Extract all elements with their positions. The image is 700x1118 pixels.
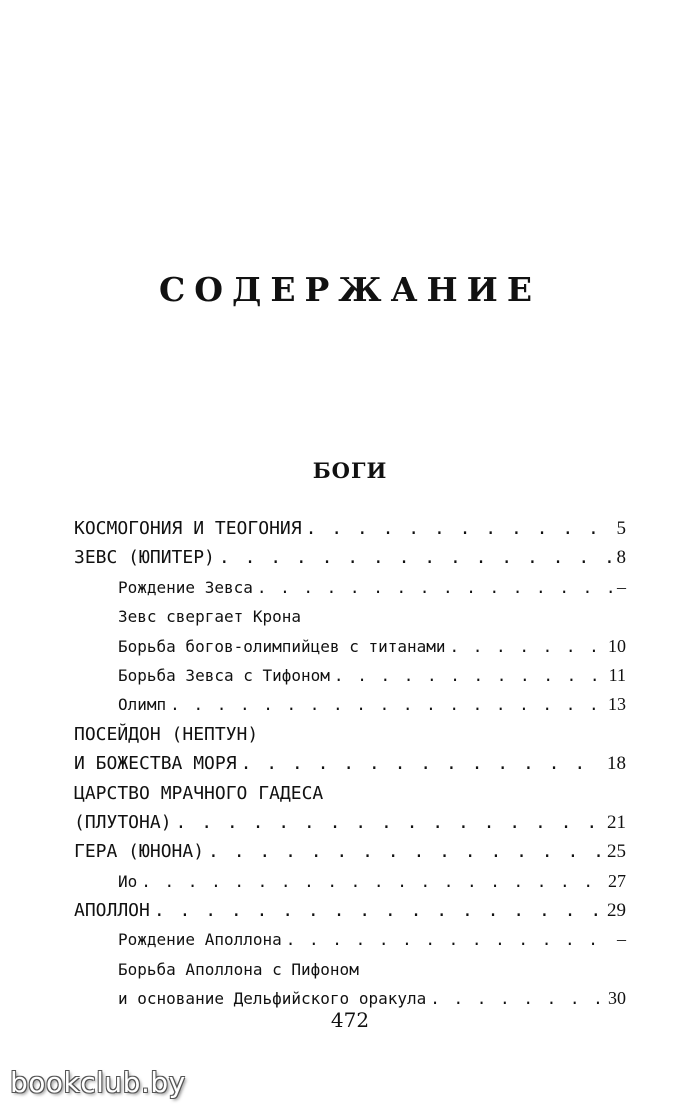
toc-entry-title: Рождение Аполлона (118, 930, 282, 950)
toc-entry-title: Зевс свергает Крона (118, 607, 302, 627)
toc-leader-dots (141, 867, 604, 896)
toc-entry-title: и основание Дельфийского оракула (118, 989, 427, 1009)
toc-subentry (74, 661, 626, 690)
toc-entry-title: ЗЕВС (ЮПИТЕР) (74, 547, 215, 569)
table-of-contents (74, 514, 626, 1014)
toc-entry-title: Ио (118, 871, 138, 891)
page-title: СОДЕРЖАНИЕ (158, 270, 541, 309)
toc-page-number: 30 (608, 988, 626, 1009)
toc-leader-dots (450, 632, 604, 661)
toc-subentry (74, 867, 626, 896)
toc-entry-title: Олимп (118, 695, 167, 715)
toc-entry-title: И БОЖЕСТВА МОРЯ (74, 753, 237, 775)
toc-entry-title: КОСМОГОНИЯ И ТЕОГОНИЯ (74, 518, 302, 539)
toc-entry-title: Рождение Зевса (118, 577, 253, 597)
toc-entry-title: АПОЛЛОН (74, 900, 150, 922)
toc-page-number: 18 (607, 753, 626, 775)
toc-subentry (74, 602, 626, 631)
toc-leader-dots (154, 896, 603, 925)
toc-page-number: 21 (607, 811, 626, 833)
toc-leader-dots (170, 690, 604, 719)
toc-subentry (74, 690, 626, 719)
toc-leader-dots (219, 543, 613, 572)
toc-page-number: 27 (608, 870, 626, 891)
toc-page-number: 10 (608, 635, 626, 656)
toc-entry (74, 896, 626, 925)
toc-page-number: 25 (607, 841, 626, 863)
toc-leader-dots (257, 573, 613, 602)
toc-leader-dots (306, 514, 613, 543)
toc-page-number: – (617, 576, 626, 597)
toc-leader-dots (176, 808, 603, 837)
toc-entry (74, 837, 626, 866)
toc-entry-title: ПОСЕЙДОН (НЕПТУН) (74, 723, 259, 745)
toc-entry (74, 749, 626, 778)
page-number: 472 (330, 1008, 370, 1032)
toc-page-number: 8 (616, 547, 626, 569)
toc-subentry (74, 925, 626, 954)
toc-entry-title: Борьба Зевса с Тифоном (118, 665, 330, 685)
section-heading: БОГИ (312, 458, 388, 483)
toc-entry-title: ГЕРА (ЮНОНА) (74, 841, 205, 863)
toc-entry (74, 720, 626, 749)
toc-page-number: – (617, 929, 626, 950)
toc-subentry (74, 573, 626, 602)
watermark-logo: bookclub.by (10, 1066, 186, 1099)
toc-page-number: 13 (608, 694, 626, 715)
toc-entry (74, 514, 626, 543)
toc-subentry (74, 632, 626, 661)
toc-entry-title: Борьба богов-олимпийцев с титанами (118, 636, 446, 656)
toc-leader-dots (241, 749, 603, 778)
toc-entry (74, 543, 626, 572)
toc-leader-dots (208, 837, 603, 866)
toc-page-number: 29 (607, 900, 626, 922)
toc-entry-title: (ПЛУТОНА) (74, 811, 172, 833)
toc-entry-title: ЦАРСТВО МРАЧНОГО ГАДЕСА (74, 782, 324, 804)
toc-leader-dots (334, 661, 605, 690)
toc-subentry (74, 955, 626, 984)
toc-entry (74, 779, 626, 808)
toc-page-number: 11 (608, 664, 626, 685)
toc-entry-title: Борьба Аполлона с Пифоном (118, 959, 359, 979)
toc-page-number: 5 (616, 518, 626, 539)
toc-entry (74, 808, 626, 837)
toc-leader-dots (286, 925, 613, 954)
